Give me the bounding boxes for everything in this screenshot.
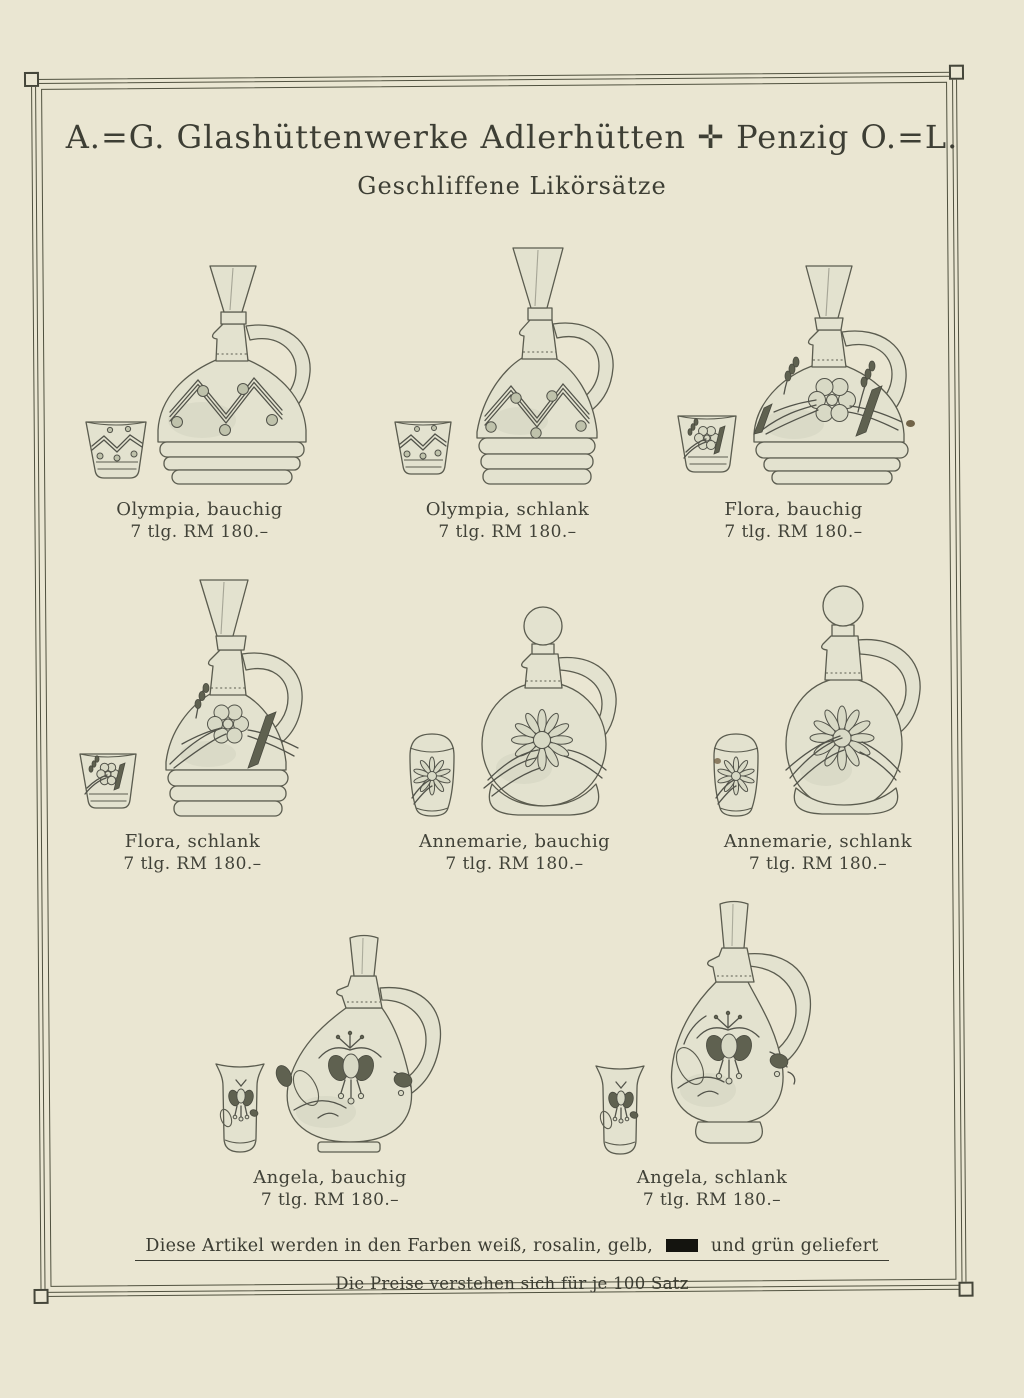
flora-bauchig-illustration <box>666 262 921 490</box>
olympia-bauchig-cup <box>86 422 146 478</box>
product-olympia-bauchig <box>72 260 327 543</box>
annemarie-schlank-illustration <box>698 582 938 822</box>
product-annemarie-schlank <box>698 582 938 875</box>
product-name-label: Flora, schlank <box>124 831 261 852</box>
product-name-label: Olympia, bauchig <box>116 499 283 520</box>
product-name-label: Olympia, schlank <box>425 499 590 520</box>
product-olympia-schlank <box>385 246 630 543</box>
flora-schlank-cup <box>80 754 136 808</box>
product-name-label: Annemarie, bauchig <box>418 831 611 852</box>
paper-foxing-spot <box>714 758 721 764</box>
page-title: A.=G. Glashüttenwerke Adlerhütten ✛ Penzig O.=L. <box>65 118 959 156</box>
border-corner-ornament <box>949 65 964 80</box>
product-price-label: 7 tlg. RM 180.– <box>748 854 888 874</box>
product-price-label: 7 tlg. RM 180.– <box>438 522 577 542</box>
product-price-label: 7 tlg. RM 180.– <box>724 522 863 542</box>
annemarie-bauchig-cup <box>410 734 454 816</box>
price-basis-note: Die Preise verstehen sich für je 100 Satz <box>335 1274 689 1293</box>
angela-schlank-cup <box>596 1066 644 1154</box>
flora-schlank-illustration <box>70 578 315 822</box>
flora-bauchig-cup <box>678 416 736 472</box>
product-price-label: 7 tlg. RM 180.– <box>130 522 269 542</box>
color-note-text-after: und grün geliefert <box>710 1236 879 1256</box>
product-name-label: Angela, schlank <box>636 1167 788 1188</box>
angela-bauchig-cup <box>216 1064 264 1152</box>
product-annemarie-bauchig <box>392 600 637 875</box>
angela-schlank-illustration <box>582 898 842 1158</box>
olympia-bauchig-illustration <box>72 260 327 490</box>
olympia-schlank-illustration <box>385 246 630 490</box>
paper-foxing-spot <box>906 420 915 427</box>
redacted-color-word <box>666 1239 698 1252</box>
product-price-label: 7 tlg. RM 180.– <box>123 854 262 874</box>
product-angela-bauchig <box>200 930 460 1211</box>
product-price-label: 7 tlg. RM 180.– <box>260 1190 400 1210</box>
product-flora-schlank <box>70 578 315 875</box>
product-price-label: 7 tlg. RM 180.– <box>445 854 584 874</box>
page-subtitle: Geschliffene Likörsätze <box>357 172 667 200</box>
olympia-schlank-cup <box>395 422 451 474</box>
border-corner-ornament <box>24 72 39 87</box>
product-flora-bauchig <box>666 262 921 543</box>
product-name-label: Annemarie, schlank <box>723 831 913 852</box>
annemarie-schlank-cup <box>714 734 758 816</box>
product-name-label: Angela, bauchig <box>253 1167 407 1188</box>
product-name-label: Flora, bauchig <box>724 499 863 520</box>
angela-bauchig-illustration <box>200 930 460 1158</box>
annemarie-bauchig-illustration <box>392 600 637 822</box>
product-price-label: 7 tlg. RM 180.– <box>642 1190 782 1210</box>
product-angela-schlank <box>582 898 842 1211</box>
color-availability-note <box>0 1236 1024 1261</box>
color-note-text-before: Diese Artikel werden in den Farben weiß, rosalin, gelb, <box>145 1236 654 1256</box>
